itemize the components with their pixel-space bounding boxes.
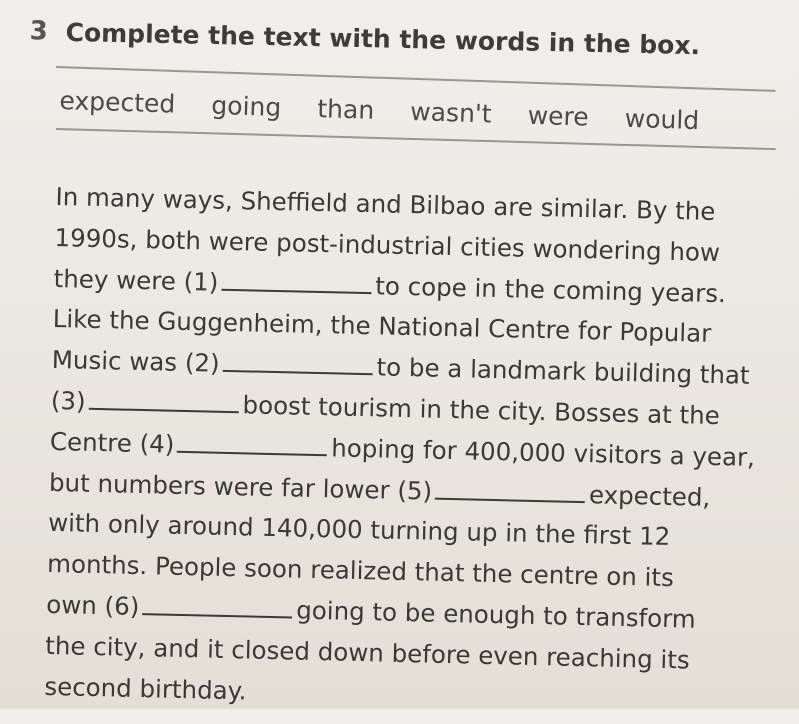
passage-text: with only around 140,000 turning up in the first 12 — [47, 508, 671, 552]
passage-text: going to be enough to transform — [295, 595, 697, 634]
passage-text: the city, and it closed down before even reaching its — [45, 630, 690, 675]
exercise-instruction: Complete the text with the words in the box. — [65, 17, 701, 60]
passage-text: (3) — [50, 385, 86, 416]
word-box-item: were — [527, 100, 590, 132]
passage-text: Centre (4) — [49, 426, 175, 459]
passage-text: second birthday. — [44, 671, 247, 706]
answer-blank-3[interactable] — [88, 390, 238, 413]
passage-text: but numbers were far lower (5) — [48, 467, 433, 506]
passage-text: Like the Guggenheim, the National Centre for Popular — [52, 304, 712, 349]
word-box-item: expected — [59, 86, 176, 119]
passage-text: they were (1) — [53, 263, 219, 297]
passage-text: own (6) — [45, 589, 140, 621]
passage-text: In many ways, Sheffield and Bilbao are similar. By the — [55, 181, 716, 226]
answer-blank-1[interactable] — [221, 270, 371, 293]
gap-fill-passage — [44, 177, 786, 724]
passage-text: hoping for 400,000 visitors a year, — [331, 433, 756, 472]
passage-text: 1990s, both were post-industrial cities wondering how — [54, 222, 721, 267]
exercise-heading — [23, 16, 700, 60]
word-box-item: going — [210, 90, 282, 122]
word-box-item: than — [316, 94, 375, 125]
word-box-item: wasn't — [409, 97, 493, 129]
passage-text: months. People soon realized that the centre on its — [46, 549, 675, 593]
word-box-item: would — [624, 103, 700, 136]
answer-blank-2[interactable] — [222, 352, 372, 375]
word-box-top-rule — [56, 66, 776, 92]
passage-text: boost tourism in the city. Bosses at the — [242, 390, 721, 431]
answer-blank-5[interactable] — [435, 479, 585, 502]
passage-text: to cope in the coming years. — [375, 270, 727, 308]
answer-blank-6[interactable] — [142, 595, 292, 618]
passage-text: expected, — [588, 479, 711, 512]
word-box — [59, 86, 700, 135]
passage-text: to be a landmark building that — [376, 352, 750, 390]
passage-text: Music was (2) — [51, 345, 220, 378]
answer-blank-4[interactable] — [177, 433, 327, 456]
exercise-number: 3 — [29, 16, 49, 47]
